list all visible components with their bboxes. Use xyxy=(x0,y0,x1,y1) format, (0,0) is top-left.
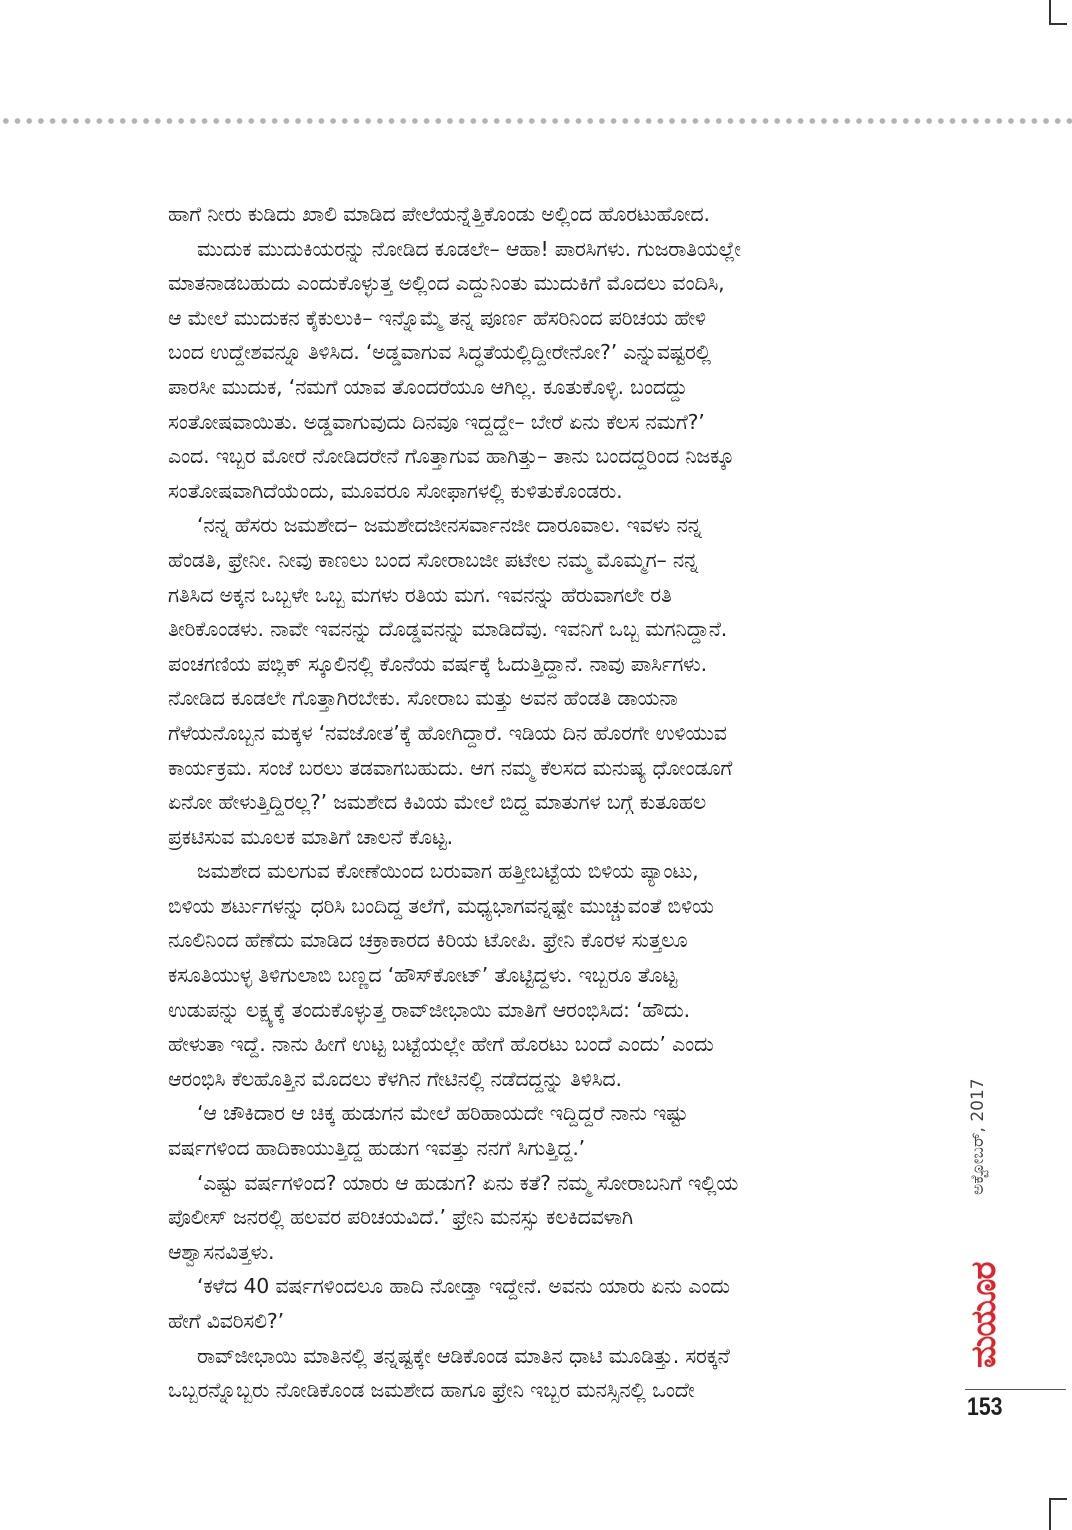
page-number-rule xyxy=(965,1389,1066,1390)
text-line: ವರ್ಷಗಳಿಂದ ಹಾದಿಕಾಯುತ್ತಿದ್ದ ಹುಡುಗ ಇವತ್ತು ನನಗೆ ಸಿಗುತ್ತಿದ್ದ.’ xyxy=(168,1136,585,1161)
text-line: ಬಂದ ಉದ್ದೇಶವನ್ನೂ ತಿಳಿಸಿದ. ‘ಅಡ್ಡವಾಗುವ ಸಿದ್ಧತೆಯಲ್ಲಿದ್ದೀರೇನೋ?’ ಎನ್ನುವಷ್ಟರಲ್ಲಿ xyxy=(168,340,711,365)
text-line: ಪ್ರಕಟಿಸುವ ಮೂಲಕ ಮಾತಿಗೆ ಚಾಲನೆ ಕೊಟ್ಟ. xyxy=(168,824,453,849)
text-line: ಸಂತೋಷವಾಯಿತು. ಅಡ್ಡವಾಗುವುದು ದಿನವೂ ಇದ್ದದ್ದೇ– ಬೇರೆ ಏನು ಕೆಲಸ ನಮಗೆ?’ xyxy=(168,409,705,434)
text-line: ಆರಂಭಿಸಿ ಕೆಲಹೊತ್ತಿನ ಮೊದಲು ಕೆಳಗಿನ ಗೇಟಿನಲ್ಲಿ ನಡೆದದ್ದನ್ನು ತಿಳಿಸಿದ. xyxy=(168,1066,622,1091)
text-line: ಕಾರ್ಯಕ್ರಮ. ಸಂಜೆ ಬರಲು ತಡವಾಗಬಹುದು. ಆಗ ನಮ್ಮ ಕೆಲಸದ ಮನುಷ್ಯ ಧೋಂಡೂಗೆ xyxy=(168,755,733,780)
text-line: ತೀರಿಕೊಂಡಳು. ನಾವೇ ಇವನನ್ನು ದೊಡ್ಡವನನ್ನು ಮಾಡಿದೆವು. ಇವನಿಗೆ ಒಬ್ಬ ಮಗನಿದ್ದಾನೆ. xyxy=(168,617,728,642)
text-line: ಏನೋ ಹೇಳುತ್ತಿದ್ದಿರಲ್ಲ?’ ಜಮಶೇದ ಕಿವಿಯ ಮೇಲೆ ಬಿದ್ದ ಮಾತುಗಳ ಬಗ್ಗೆ ಕುತೂಹಲ xyxy=(168,790,706,815)
text-line: ಮಾತನಾಡಬಹುದು ಎಂದುಕೊಳ್ಳುತ್ತ ಅಲ್ಲಿಂದ ಎದ್ದುನಿಂತು ಮುದುಕಿಗೆ ಮೊದಲು ವಂದಿಸಿ, xyxy=(168,271,725,296)
paragraph-first-line: ‘ನನ್ನ ಹೆಸರು ಜಮಶೇದ– ಜಮಶೇದಜೀನಸರ್ವಾನಜೀ ದಾರೂವಾಲ. ಇವಳು ನನ್ನ xyxy=(197,513,702,538)
text-line: ಗತಿಸಿದ ಅಕ್ಕನ ಒಬ್ಬಳೇ ಒಬ್ಬ ಮಗಳು ರತಿಯ ಮಗ. ಇವನನ್ನು ಹೆರುವಾಗಲೇ ರತಿ xyxy=(168,582,672,607)
text-line: ಹಾಗೆ ನೀರು ಕುಡಿದು ಖಾಲಿ ಮಾಡಿದ ಪೇಲೆಯನ್ನೆತ್ತಿಕೊಂಡು ಅಲ್ಲಿಂದ ಹೊರಟುಹೋದ. xyxy=(168,202,710,226)
page-number: 153 xyxy=(967,1393,1003,1421)
text-line: ಹೆಂಡತಿ, ಫ್ರೇನೀ. ನೀವು ಕಾಣಲು ಬಂದ ಸೋರಾಬಜೀ ಪಟೇಲ ನಮ್ಮ ಮೊಮ್ಮಗ– ನನ್ನ xyxy=(168,547,699,572)
text-line: ಬಿಳಿಯ ಶರ್ಟುಗಳನ್ನು ಧರಿಸಿ ಬಂದಿದ್ದ ತಲೆಗೆ, ಮಧ್ಯಭಾಗವನ್ನಷ್ಟೇ ಮುಚ್ಚುವಂತೆ ಬಿಳಿಯ xyxy=(168,893,714,918)
crop-mark-top xyxy=(1049,0,1067,25)
text-line: ಪಂಚಗಣಿಯ ಪಬ್ಲಿಕ್ ಸ್ಕೂಲಿನಲ್ಲಿ ಕೊನೆಯ ವರ್ಷಕ್ಕೆ ಓದುತ್ತಿದ್ದಾನೆ. ನಾವು ಪಾರ್ಸಿಗಳು. xyxy=(168,651,707,676)
paragraph-first-line: ‘ಕಳೆದ 40 ವರ್ಷಗಳಿಂದಲೂ ಹಾದಿ ನೋಡ್ತಾ ಇದ್ದೇನೆ. ಅವನು ಯಾರು ಏನು ಎಂದು xyxy=(197,1274,730,1299)
text-line: ನೂಲಿನಿಂದ ಹೆಣೆದು ಮಾಡಿದ ಚಕ್ರಾಕಾರದ ಕಿರಿಯ ಟೋಪಿ. ಫ್ರೇನಿ ಕೊರಳ ಸುತ್ತಲೂ xyxy=(168,928,688,953)
text-line: ಸಂತೋಷವಾಗಿದೆಯೆಂದು, ಮೂವರೂ ಸೋಫಾಗಳಲ್ಲಿ ಕುಳಿತುಕೊಂಡರು. xyxy=(168,478,623,503)
text-line: ಆ ಮೇಲೆ ಮುದುಕನ ಕೈಕುಲುಕಿ– ಇನ್ನೊಮ್ಮೆ ತನ್ನ ಪೂರ್ಣ ಹೆಸರಿನಿಂದ ಪರಿಚಯ ಹೇಳಿ xyxy=(168,305,706,330)
paragraph-first-line: ಜಮಶೇದ ಮಲಗುವ ಕೋಣೆಯಿಂದ ಬರುವಾಗ ಹತ್ತೀಬಟ್ಟೆಯ ಬಿಳಿಯ ಪ್ಯಾಂಟು, xyxy=(197,859,699,884)
paragraph-first-line: ಮುದುಕ ಮುದುಕಿಯರನ್ನು ನೋಡಿದ ಕೂಡಲೇ– ಆಹಾ! ಪಾರಸಿಗಳು. ಗುಜರಾತಿಯಲ್ಲೇ xyxy=(197,236,741,261)
text-line: ಗೆಳೆಯನೊಬ್ಬನ ಮಕ್ಕಳ ‘ನವಜೋತ’ಕ್ಕೆ ಹೋಗಿದ್ದಾರೆ. ಇಡಿಯ ದಿನ ಹೊರಗೇ ಉಳಿಯುವ xyxy=(168,720,727,745)
text-line: ಹೇಗೆ ವಿವರಿಸಲಿ?’ xyxy=(168,1309,284,1333)
article-body xyxy=(168,197,928,1408)
magazine-logo: ಮಯೂರ xyxy=(964,1262,1004,1368)
issue-date: ಅಕ್ಟೋಬರ್, 2017 xyxy=(968,1078,988,1195)
text-line: ಹೇಳುತಾ ಇದ್ದೆ. ನಾನು ಹೀಗೆ ಉಟ್ಟ ಬಟ್ಟೆಯಲ್ಲೇ ಹೇಗೆ ಹೊರಟು ಬಂದೆ ಎಂದು’ ಎಂದು xyxy=(168,1032,714,1057)
text-line: ಉಡುಪನ್ನು ಲಕ್ಷ್ಯಕ್ಕೆ ತಂದುಕೊಳ್ಳುತ್ತ ರಾವ್‌ಜೀಭಾಯಿ ಮಾತಿಗೆ ಆರಂಭಿಸಿದ: ‘ಹೌದು. xyxy=(168,997,690,1022)
paragraph-first-line: ರಾವ್‌ಜೀಭಾಯಿ ಮಾತಿನಲ್ಲಿ ತನ್ನಷ್ಟಕ್ಕೇ ಆಡಿಕೊಂಡ ಮಾತಿನ ಧಾಟಿ ಮೂಡಿತ್ತು. ಸರಕ್ಕನೆ xyxy=(197,1343,730,1368)
paragraph-first-line: ‘ಆ ಚೌಕಿದಾರ ಆ ಚಿಕ್ಕ ಹುಡುಗನ ಮೇಲೆ ಹರಿಹಾಯದೇ ಇದ್ದಿದ್ದರೆ ನಾನು ಇಷ್ಟು xyxy=(197,1101,688,1126)
text-line: ಆಶ್ವಾಸನವಿತ್ತಳು. xyxy=(168,1239,275,1264)
text-line: ಒಬ್ಬರನ್ನೊಬ್ಬರು ನೋಡಿಕೊಂಡ ಜಮಶೇದ ಹಾಗೂ ಫ್ರೇನಿ ಇಬ್ಬರ ಮನಸ್ಸಿನಲ್ಲಿ ಒಂದೇ xyxy=(168,1378,695,1403)
crop-mark-bottom xyxy=(1049,1498,1067,1530)
text-line: ಪಾರಸೀ ಮುದುಕ, ‘ನಮಗೆ ಯಾವ ತೊಂದರೆಯೂ ಆಗಿಲ್ಲ. ಕೂತುಕೊಳ್ಳಿ. ಬಂದದ್ದು xyxy=(168,374,688,399)
text-line: ನೋಡಿದ ಕೂಡಲೇ ಗೊತ್ತಾಗಿರಬೇಕು. ಸೋರಾಬ ಮತ್ತು ಅವನ ಹೆಂಡತಿ ಡಾಯನಾ xyxy=(168,686,678,711)
text-line: ಕಸೂತಿಯುಳ್ಳ ತಿಳಿಗುಲಾಬಿ ಬಣ್ಣದ ‘ಹೌಸ್‌ಕೋಟ್’ ತೊಟ್ಟಿದ್ದಳು. ಇಬ್ಬರೂ ತೊಟ್ಟ xyxy=(168,963,678,988)
text-line: ಎಂದ. ಇಬ್ಬರ ಮೋರೆ ನೋಡಿದರೇನೆ ಗೊತ್ತಾಗುವ ಹಾಗಿತ್ತು– ತಾನು ಬಂದದ್ದರಿಂದ ನಿಜಕ್ಕೂ xyxy=(168,444,735,469)
text-line: ಪೊಲೀಸ್ ಜನರಲ್ಲಿ ಹಲವರ ಪರಿಚಯವಿದೆ.’ ಫ್ರೇನಿ ಮನಸ್ಸು ಕಲಕಿದವಳಾಗಿ xyxy=(168,1205,633,1230)
paragraph-first-line: ‘ಎಷ್ಟು ವರ್ಷಗಳಿಂದ? ಯಾರು ಆ ಹುಡುಗ? ಏನು ಕತೆ? ನಮ್ಮ ಸೋರಾಬನಿಗೆ ಇಲ್ಲಿಯ xyxy=(197,1170,739,1195)
dotted-divider xyxy=(0,117,1072,125)
